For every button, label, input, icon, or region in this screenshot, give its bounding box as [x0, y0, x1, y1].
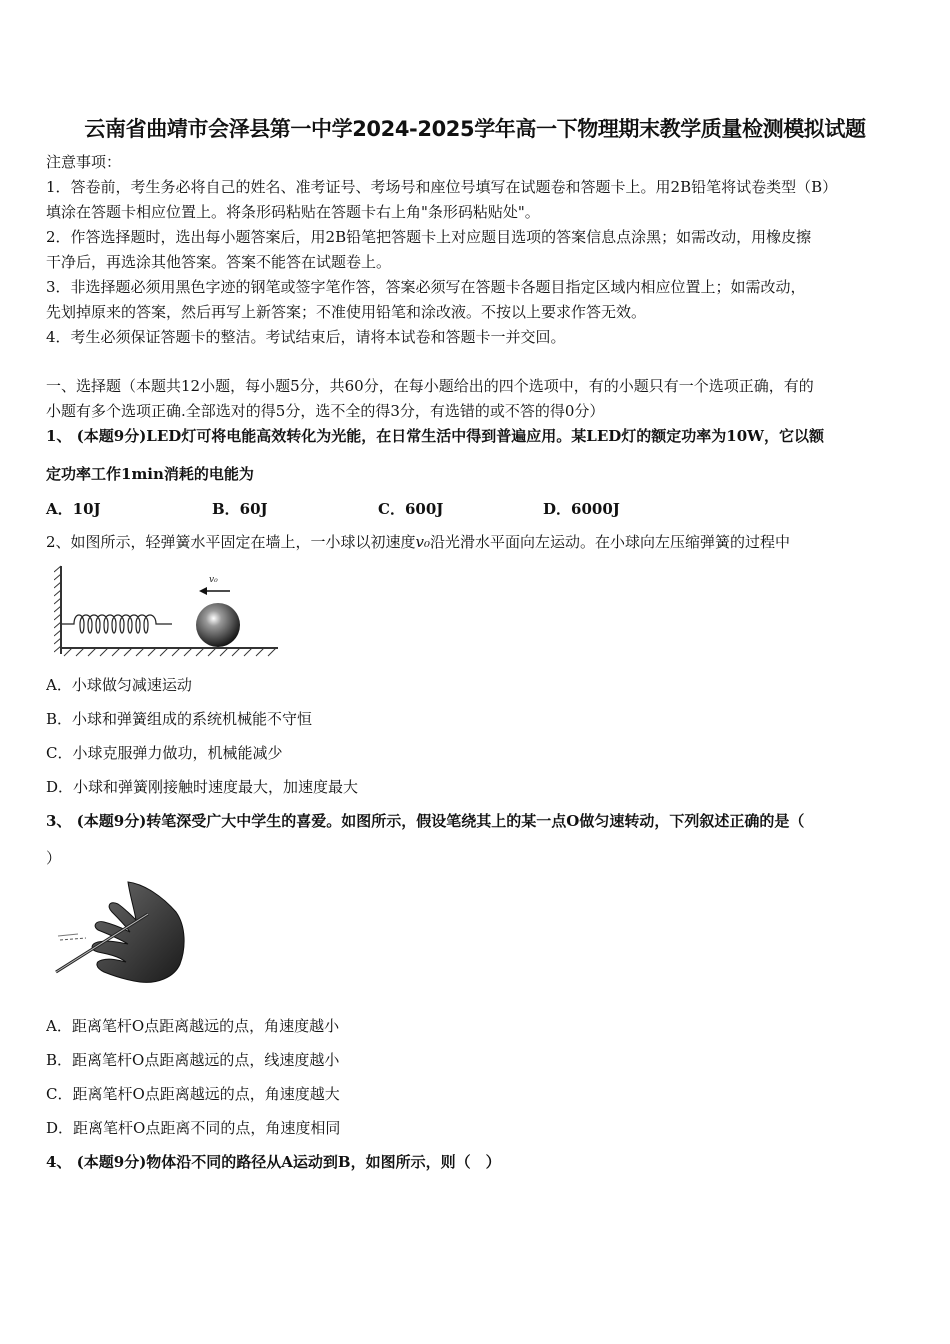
hand: [92, 882, 184, 982]
question-3-option-b: B．距离笔杆O点距离越远的点，线速度越小: [46, 1051, 340, 1069]
question-3-option-a: A．距离笔杆O点距离越远的点，角速度越小: [46, 1017, 340, 1035]
notice-line: 先划掉原来的答案，然后再写上新答案；不准使用铅笔和涂改液。不按以上要求作答无效。: [46, 303, 647, 321]
question-2-option-a: A．小球做匀减速运动: [46, 676, 192, 694]
notice-line: 填涂在答题卡相应位置上。将条形码粘贴在答题卡右上角"条形码粘贴处"。: [46, 203, 540, 221]
pen-motion-line: [60, 938, 86, 940]
page-title: 云南省曲靖市会泽县第一中学2024-2025学年高一下物理期末教学质量检测模拟试题: [84, 117, 866, 141]
section-instructions: 小题有多个选项正确.全部选对的得5分，选不全的得3分，有选错的或不答的得0分）: [46, 402, 605, 420]
notice-line: 干净后，再选涂其他答案。答案不能答在试题卷上。: [46, 253, 392, 271]
notice-line: 3．非选择题必须用黑色字迹的钢笔或签字笔作答，答案必须写在答题卡各题目指定区域内相应位置上；如需改动，: [46, 278, 806, 296]
question-2-stem: [46, 532, 908, 552]
velocity-label: v₀: [209, 575, 218, 585]
question-1-option-b: B．60J: [212, 500, 268, 518]
ball: [196, 603, 240, 647]
question-4-stem: 4、 (本题9分)物体沿不同的路径从A运动到B，如图所示，则（ ）: [46, 1153, 501, 1171]
floor-hatch: [61, 648, 278, 656]
question-3-option-d: D．距离笔杆O点距离不同的点，角速度相同: [46, 1119, 341, 1137]
question-1-stem: 1、 (本题9分)LED灯可将电能高效转化为光能，在日常生活中得到普遍应用。某LED灯的额定功率为10W，它以额: [46, 427, 824, 445]
notice-heading: 注意事项：: [46, 153, 122, 171]
question-2-option-c: C．小球克服弹力做功，机械能减少: [46, 744, 283, 762]
velocity-arrow-icon: [199, 587, 230, 595]
pen-motion-line: [58, 934, 78, 936]
question-3-stem: 3、 (本题9分)转笔深受广大中学生的喜爱。如图所示，假设笔绕其上的某一点O做匀速转动，下列叙述正确的是（: [46, 812, 805, 830]
notice-line: 1．答卷前，考生务必将自己的姓名、准考证号、考场号和座位号填写在试题卷和答题卡上。用2B铅笔将试卷类型（B）: [46, 178, 838, 196]
question-2-option-d: D．小球和弹簧刚接触时速度最大，加速度最大: [46, 778, 359, 796]
spring-ball-figure: [54, 562, 280, 662]
notice-line: 4．考生必须保证答题卡的整洁。考试结束后，请将本试卷和答题卡一并交回。: [46, 328, 566, 346]
notice-line: 2．作答选择题时，选出每小题答案后，用2B铅笔把答题卡上对应题目选项的答案信息点涂黑；如需改动，用橡皮擦: [46, 228, 812, 246]
initial-velocity-symbol: v₀: [415, 533, 431, 551]
pen-spinning-hand-figure: [52, 878, 188, 990]
question-1-option-d: D．6000J: [543, 500, 620, 518]
question-3-stem: ）: [46, 849, 62, 867]
question-1-stem: 定功率工作1min消耗的电能为: [46, 465, 254, 483]
wall-hatch: [54, 566, 61, 654]
question-3-option-c: C．距离笔杆O点距离越远的点，角速度越大: [46, 1085, 340, 1103]
question-1-option-a: A．10J: [46, 500, 101, 518]
spring: [62, 615, 172, 633]
question-1-option-c: C．600J: [378, 500, 444, 518]
section-instructions: 一、选择题（本题共12小题，每小题5分，共60分，在每小题给出的四个选项中，有的小题只有一个选项正确，有的: [46, 377, 814, 395]
question-2-stem-text: 2、如图所示，轻弹簧水平固定在墙上，一小球以初速度: [46, 533, 416, 551]
question-2-option-b: B．小球和弹簧组成的系统机械能不守恒: [46, 710, 313, 728]
question-2-stem-text: 沿光滑水平面向左运动。在小球向左压缩弹簧的过程中: [430, 533, 791, 551]
